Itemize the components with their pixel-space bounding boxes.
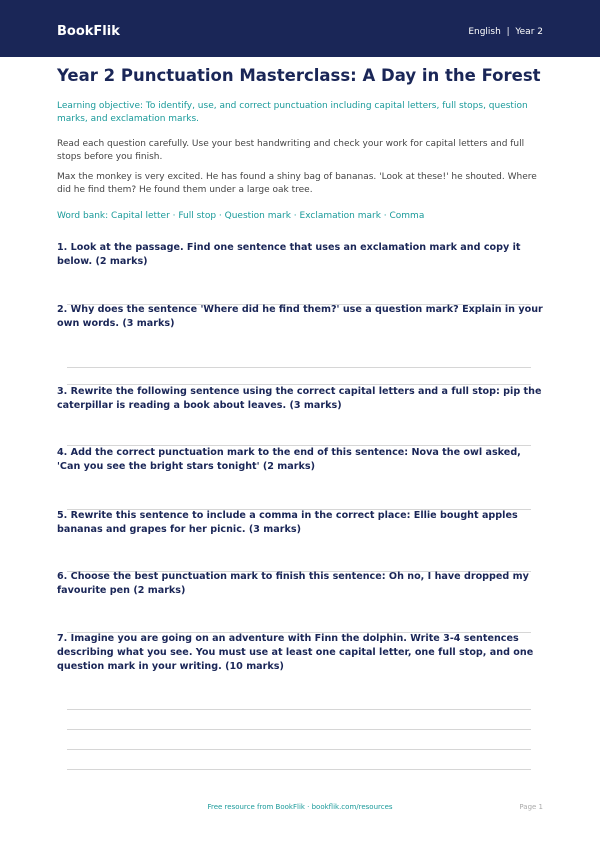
footer-resource[interactable]: Free resource from BookFlik · bookflik.com/resources bbox=[207, 803, 393, 811]
question-6: 6. Choose the best punctuation mark to finish this sentence: Oh no, I have dropped my favourite pen (2 marks) bbox=[57, 571, 529, 596]
page-number: Page 1 bbox=[519, 803, 543, 811]
brand-logo[interactable]: BookFlik bbox=[57, 24, 120, 39]
answer-line[interactable] bbox=[67, 769, 531, 770]
passage-text: Max the monkey is very excited. He has found a shiny bag of bananas. 'Look at these!' he shouted. Where did he find them? He found them under a large oak tree. bbox=[57, 172, 537, 195]
header-bar bbox=[0, 0, 600, 57]
question-4: 4. Add the correct punctuation mark to the end of this sentence: Nova the owl asked, 'Can you see the bright stars tonight' (2 marks) bbox=[57, 447, 521, 472]
answer-line[interactable] bbox=[67, 709, 531, 710]
answer-line[interactable] bbox=[67, 749, 531, 750]
question-7: 7. Imagine you are going on an adventure with Finn the dolphin. Write 3-4 sentences describing what you see. You must use at least one capital letter, one full stop, and one question mark in your writing. (10 marks) bbox=[57, 633, 534, 672]
word-bank: Word bank: Capital letter · Full stop · Question mark · Exclamation mark · Comma bbox=[57, 211, 425, 221]
page-title: Year 2 Punctuation Masterclass: A Day in the Forest bbox=[57, 66, 541, 85]
answer-line[interactable] bbox=[67, 729, 531, 730]
meta-separator: | bbox=[503, 27, 513, 37]
question-1: 1. Look at the passage. Find one sentence that uses an exclamation mark and copy it below. (2 marks) bbox=[57, 242, 521, 267]
instructions-text: Read each question carefully. Use your best handwriting and check your work for capital letters and full stops before you finish. bbox=[57, 139, 525, 162]
header-meta bbox=[468, 27, 543, 37]
learning-objective: Learning objective: To identify, use, and correct punctuation including capital letters, full stops, question marks, and exclamation marks. bbox=[57, 101, 528, 124]
question-3: 3. Rewrite the following sentence using the correct capital letters and a full stop: pip the caterpillar is reading a book about leaves. (3 marks) bbox=[57, 386, 542, 411]
subject-label: English bbox=[468, 27, 501, 37]
question-5: 5. Rewrite this sentence to include a comma in the correct place: Ellie bought apples bananas and grapes for her picnic. (3 marks) bbox=[57, 510, 518, 535]
year-label: Year 2 bbox=[515, 27, 543, 37]
answer-line[interactable] bbox=[67, 367, 531, 368]
question-2: 2. Why does the sentence 'Where did he find them?' use a question mark? Explain in your own words. (3 marks) bbox=[57, 304, 543, 329]
